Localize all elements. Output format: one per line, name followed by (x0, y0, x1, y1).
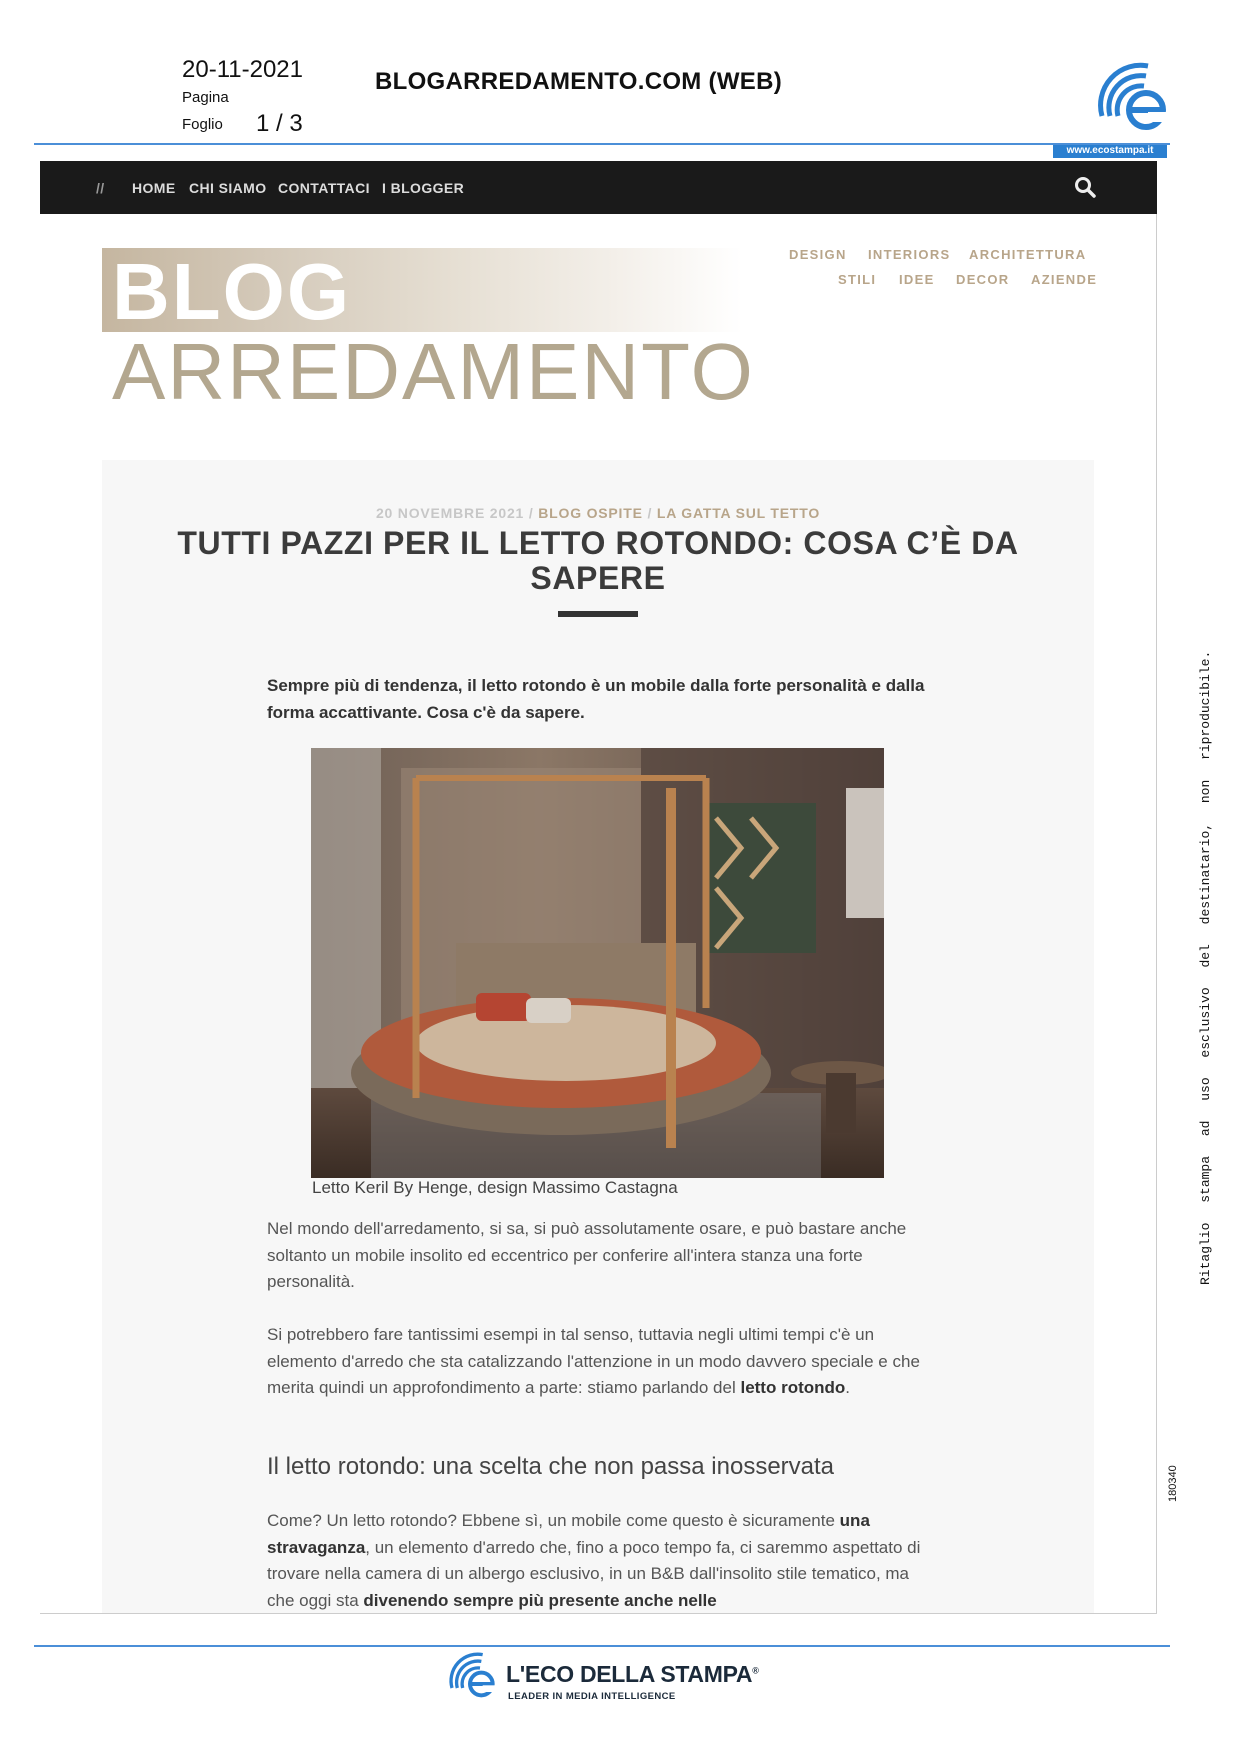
site-logo-blog[interactable]: BLOG (112, 247, 352, 336)
site-logo-arredamento[interactable]: ARREDAMENTO (112, 327, 755, 416)
paragraph-2 (267, 1322, 933, 1402)
paragraph-3-bold-d: divenendo sempre più presente anche nelle (363, 1590, 717, 1610)
meta-separator: / (647, 505, 653, 521)
page-clip-mask (0, 1614, 1248, 1644)
foglio-label: Foglio (182, 116, 223, 133)
nav-decoration: // (96, 180, 105, 196)
eco-della-stampa-logo-icon (1096, 56, 1168, 134)
article-title (150, 526, 1046, 596)
article-date: 20 NOVEMBRE 2021 (375, 505, 525, 521)
eco-della-stampa-footer-logo-icon (446, 1648, 498, 1700)
footer-brand-name (506, 1661, 759, 1688)
paragraph-2-bold: letto rotondo (740, 1378, 846, 1397)
nav-item-home[interactable]: HOME (132, 180, 176, 196)
source-title: BLOGARREDAMENTO.COM (WEB) (375, 68, 783, 95)
copyright-side-note: Ritaglio stampa ad uso esclusivo del destinatario, non riproducibile. (1198, 650, 1213, 1285)
header-divider (34, 143, 1170, 145)
paragraph-3-text-a: Come? Un letto rotondo? Ebbene sì, un mobile come questo è sicuramente (267, 1511, 840, 1530)
section-heading: Il letto rotondo: una scelta che non passa inosservata (267, 1453, 835, 1480)
article-lead: Sempre più di tendenza, il letto rotondo è un mobile dalla forte personalità e dalla forma accattivante. Cosa c'è da sapere. (267, 676, 925, 722)
meta-separator: / (528, 505, 534, 521)
category-stili[interactable]: STILI (838, 272, 877, 287)
clipping-date: 20-11-2021 (182, 56, 303, 83)
paragraph-1: Nel mondo dell'arredamento, si sa, si può assolutamente osare, e può bastare anche soltanto un mobile insolito ed eccentrico per conferire all'intera stanza una forte personalità. (267, 1219, 907, 1291)
category-decor[interactable]: DECOR (956, 272, 1010, 287)
footer-divider (34, 1645, 1170, 1647)
nav-item-i-blogger[interactable]: I BLOGGER (382, 180, 465, 196)
pagina-label: Pagina (182, 89, 229, 106)
article-title-line1: TUTTI PAZZI PER IL LETTO ROTONDO: COSA C’È DA (177, 525, 1019, 561)
category-idee[interactable]: IDEE (899, 272, 935, 287)
nav-item-contattaci[interactable]: CONTATTACI (278, 180, 370, 196)
article-title-line2: SAPERE (530, 560, 666, 596)
paragraph-3 (267, 1508, 933, 1614)
search-icon[interactable] (1074, 176, 1096, 198)
category-aziende[interactable]: AZIENDE (1031, 272, 1098, 287)
footer-tagline: LEADER IN MEDIA INTELLIGENCE (508, 1691, 676, 1702)
round-bed-photo (311, 748, 884, 1178)
category-architettura[interactable]: ARCHITETTURA (969, 247, 1087, 262)
article-meta (102, 505, 1094, 521)
title-underline (558, 611, 638, 617)
clipping-code: 180340 (1167, 1465, 1179, 1502)
image-caption: Letto Keril By Henge, design Massimo Castagna (312, 1178, 678, 1197)
article-category-blog-ospite[interactable]: BLOG OSPITE (538, 505, 643, 521)
category-interiors[interactable]: INTERIORS (868, 247, 951, 262)
paragraph-2-end: . (845, 1378, 851, 1397)
paragraph-3-text-c: , un elemento d'arredo che, fino a poco tempo fa, ci saremmo aspettato di trovare nella camera di un albergo esclusivo, in un B&B dall'insolito stile tematico, ma che oggi sta (267, 1537, 921, 1610)
footer-brand-text: L'ECO DELLA STAMPA (506, 1661, 753, 1687)
paragraph-3-bold-b: una stravaganza (267, 1511, 870, 1557)
nav-item-chi-siamo[interactable]: CHI SIAMO (189, 180, 267, 196)
registered-mark: ® (752, 1665, 759, 1676)
article-category-la-gatta[interactable]: LA GATTA SUL TETTO (656, 505, 821, 521)
foglio-value: 1 / 3 (256, 110, 303, 137)
category-design[interactable]: DESIGN (789, 247, 847, 262)
ecostampa-url[interactable]: www.ecostampa.it (1053, 144, 1167, 158)
paragraph-2-text: Si potrebbero fare tantissimi esempi in tal senso, tuttavia negli ultimi tempi c'è un elemento d'arredo che sta catalizzando l'attenzione in un modo davvero speciale e che merita quindi un approfondimento a parte: stiamo parlando del (267, 1325, 920, 1397)
